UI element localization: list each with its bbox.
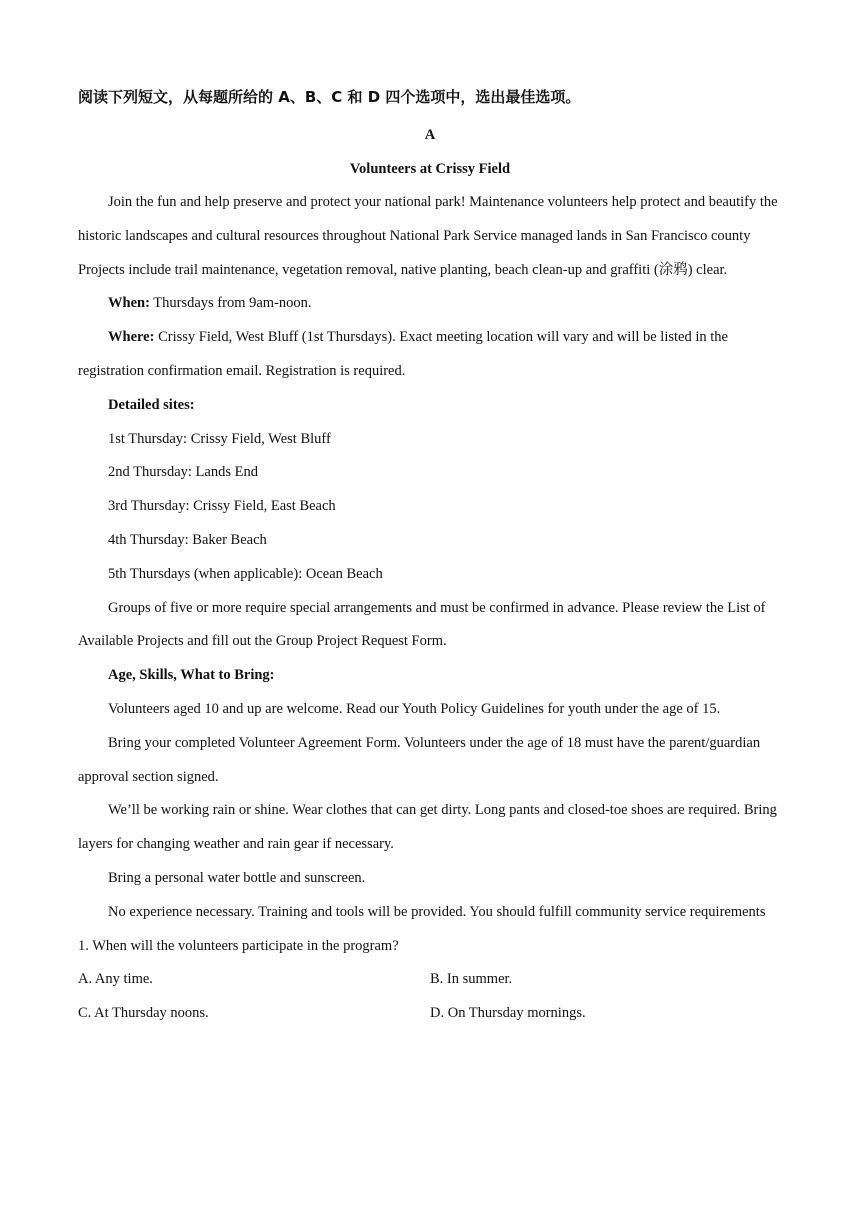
detailed-sites-heading: Detailed sites: <box>108 396 195 413</box>
intro-paragraph: Join the fun and help preserve and protect your national park! Maintenance volunteers help protect and beautify the historic landscapes and cultural resources throughout National Park Service managed lands in San Francisco county Projects include trail maintenance, vegetation removal, native planting, beach clean-up and graffiti (涂鸦) clear. <box>78 194 778 278</box>
where-label: Where: <box>108 329 155 346</box>
groups-paragraph: Groups of five or more require special arrangements and must be confirmed in advance. Please review the List of Available Projects and fill out the Group Project Request Form. <box>78 599 766 650</box>
when-label: When: <box>108 295 150 312</box>
where-paragraph <box>78 321 782 389</box>
when-paragraph <box>78 287 782 321</box>
site-item: 4th Thursday: Baker Beach <box>108 531 267 548</box>
site-item: 2nd Thursday: Lands End <box>108 464 258 481</box>
question-text: 1. When will the volunteers participate in the program? <box>78 937 399 954</box>
passage-title: Volunteers at Crissy Field <box>349 161 511 177</box>
site-item: 3rd Thursday: Crissy Field, East Beach <box>108 498 336 515</box>
experience-paragraph: No experience necessary. Training and tools will be provided. You should fulfill community service requirements <box>108 903 766 920</box>
age-paragraph: Volunteers aged 10 and up are welcome. Read our Youth Policy Guidelines for youth under the age of 15. <box>108 700 721 717</box>
option-b: B. In summer. <box>430 971 513 988</box>
water-paragraph: Bring a personal water bottle and sunscreen. <box>108 869 366 886</box>
age-skills-heading: Age, Skills, What to Bring: <box>108 667 275 684</box>
instruction-text: 阅读下列短文，从每题所给的 A、B、C 和 D 四个选项中，选出最佳选项。 <box>78 88 581 106</box>
when-text: Thursdays from 9am-noon. <box>149 295 312 312</box>
where-text: Crissy Field, West Bluff (1st Thursdays). Exact meeting location will vary and will be listed in the registration confirmation email. Registration is required. <box>78 329 728 379</box>
site-item: 5th Thursdays (when applicable): Ocean Beach <box>108 565 383 582</box>
agreement-paragraph: Bring your completed Volunteer Agreement Form. Volunteers under the age of 18 must have the parent/guardian approval section signed. <box>78 734 761 785</box>
answer-options <box>78 963 782 1031</box>
option-d: D. On Thursday mornings. <box>430 1005 586 1022</box>
site-item: 1st Thursday: Crissy Field, West Bluff <box>108 430 331 447</box>
document-page <box>78 84 782 1031</box>
option-a: A. Any time. <box>78 971 153 988</box>
section-letter: A <box>424 127 436 143</box>
option-c: C. At Thursday noons. <box>78 1005 209 1022</box>
clothing-paragraph: We’ll be working rain or shine. Wear clothes that can get dirty. Long pants and closed-toe shoes are required. Bring layers for changing weather and rain gear if necessary. <box>78 802 777 853</box>
